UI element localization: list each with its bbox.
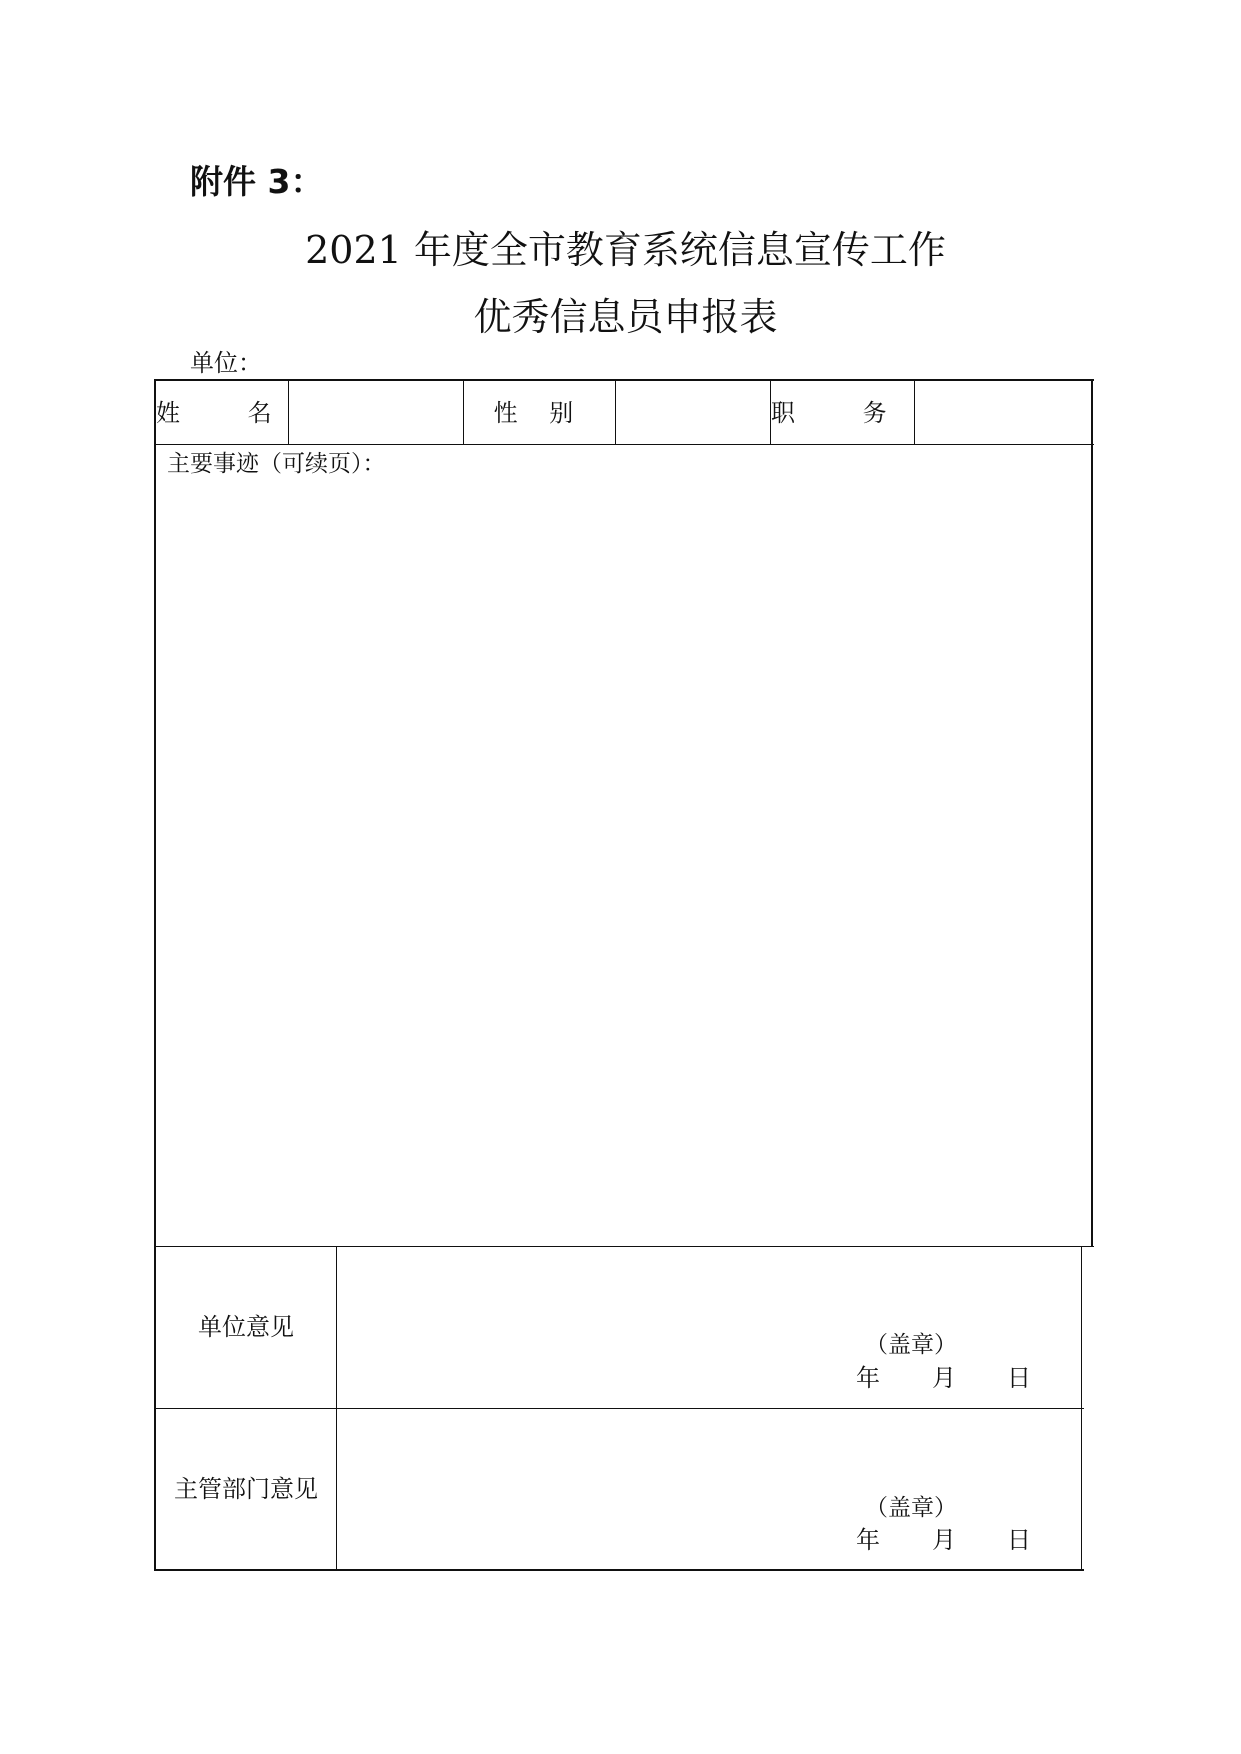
department-seal-label: （盖章）	[865, 1495, 957, 1521]
gender-field[interactable]	[617, 382, 769, 443]
department-opinion-label: 主管部门意见	[174, 1475, 318, 1503]
opinion-table-border-right	[1081, 1247, 1082, 1570]
deeds-field[interactable]	[157, 480, 1089, 1244]
department-date-year: 年	[856, 1526, 880, 1554]
table-border-right-upper	[1091, 379, 1093, 1247]
unit-date-day: 日	[1007, 1364, 1031, 1392]
department-date-month: 月	[932, 1526, 956, 1554]
unit-label: 单位：	[190, 349, 262, 377]
position-field[interactable]	[916, 382, 1090, 443]
table-col-divider-3	[615, 379, 616, 445]
position-label	[771, 397, 917, 429]
attachment-label: 附件 3：	[190, 162, 324, 201]
table-section-divider	[154, 1246, 1094, 1247]
name-label-text: 姓 名	[156, 399, 302, 427]
unit-date-year: 年	[856, 1364, 880, 1392]
department-opinion-field[interactable]	[338, 1410, 1079, 1568]
unit-opinion-label: 单位意见	[198, 1313, 294, 1341]
department-date-day: 日	[1007, 1526, 1031, 1554]
opinion-col-divider	[336, 1247, 337, 1570]
unit-date-month: 月	[932, 1364, 956, 1392]
unit-seal-label: （盖章）	[865, 1332, 957, 1358]
opinion-row-divider	[154, 1408, 1084, 1409]
name-label	[156, 397, 302, 429]
table-border-top	[154, 379, 1094, 381]
opinion-table-bottom	[154, 1569, 1084, 1571]
gender-label	[464, 397, 615, 429]
form-title-line-1: 2021 年度全市教育系统信息宣传工作	[305, 228, 946, 272]
deeds-label: 主要事迹（可续页）：	[167, 451, 386, 477]
unit-opinion-field[interactable]	[338, 1249, 1079, 1407]
form-title-line-2: 优秀信息员申报表	[473, 295, 778, 339]
position-label-text: 职 务	[771, 399, 917, 427]
name-field[interactable]	[290, 382, 462, 443]
gender-label-text: 性 别	[493, 399, 586, 427]
table-border-left	[154, 379, 156, 1570]
table-row-divider	[154, 444, 1094, 445]
